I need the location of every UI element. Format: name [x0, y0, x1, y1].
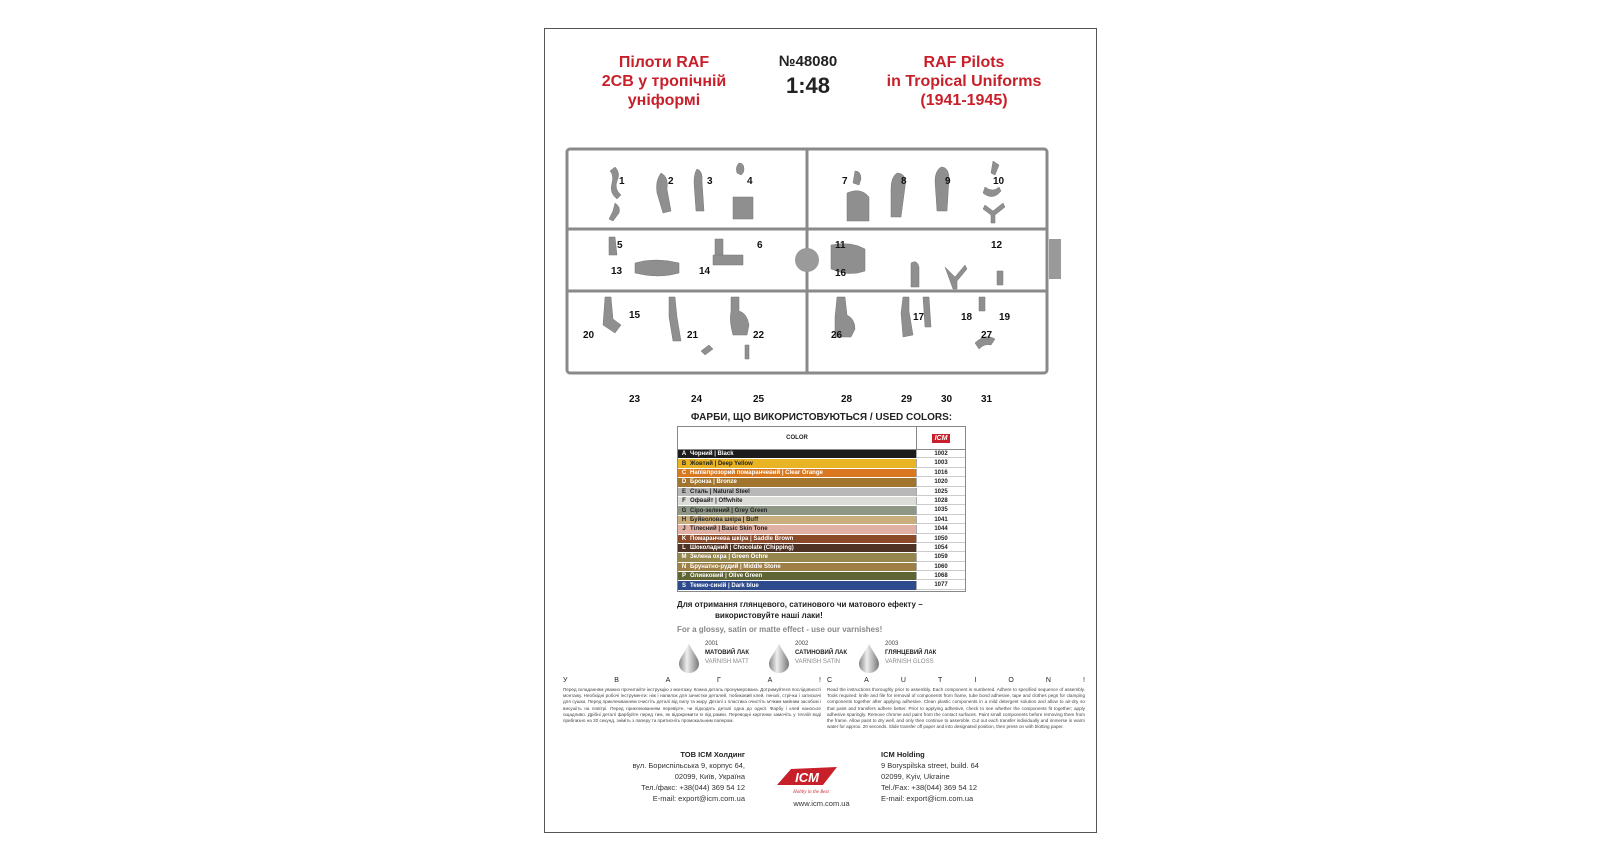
part-number: 6 [757, 240, 763, 251]
varnish-gloss [857, 641, 957, 675]
address-ukrainian [605, 749, 745, 804]
part-number: 30 [941, 394, 953, 405]
color-row [678, 553, 965, 562]
color-code: 1059 [917, 553, 965, 561]
part-number: 2 [668, 176, 674, 187]
title-english [879, 53, 1049, 110]
title-en-line-3: (1941-1945) [920, 92, 1008, 109]
color-swatch [678, 544, 917, 552]
part-number: 24 [691, 394, 703, 405]
color-code: 1003 [917, 459, 965, 467]
part-number: 27 [981, 330, 993, 341]
caution-ua-heading [563, 677, 821, 684]
color-name: Темно-синій | Dark blue [690, 582, 759, 589]
part-number: 11 [835, 240, 846, 251]
color-row [678, 535, 965, 544]
part-number: 14 [699, 266, 711, 277]
varnish-name-en: VARNISH GLOSS [885, 659, 934, 665]
color-letter: M [681, 554, 687, 561]
color-name: Бронза | Bronze [690, 479, 737, 486]
color-row [678, 497, 965, 506]
varnish-satin [767, 641, 867, 675]
caution-en-text: Read the instructions thoroughly prior to assembly. Each component is numbered. Adhere to specified sequence of assembly. Tools required: knife and file for removal of components from frame, tube bond adhesive, tape and clothes pegs for clamping components together after applying adhesive. Clean plastic components in a mild detergent solution and allow to air-dry so that paint and transfers adhere better. Prior to applying adhesive, check to see whether the components fit together; apply adhesive sparingly. Remove chrome and paint from the contact surfaces. Paint small components before removing them from the frame. Allow paint to dry well, and only then continue to assemble. Cut out each transfer individually and immerse in warm water for approx. 20 seconds. Slide transfer off paper and into designated position, then press on with blotting paper. [827, 687, 1085, 730]
email-en: E-mail: export@icm.com.ua [881, 794, 974, 803]
city-en: 02099, Kyiv, Ukraine [881, 772, 950, 781]
logo-text: ICM [795, 770, 819, 785]
caution-letter: T [937, 677, 943, 684]
street-en: 9 Boryspilska street, build. 64 [881, 761, 979, 770]
part-number: 22 [753, 330, 765, 341]
color-code: 1068 [917, 572, 965, 580]
color-name: Напівпрозорий помаранчевий | Clear Orange [690, 469, 823, 476]
brand-column-header [917, 427, 965, 449]
caution-letter: А [665, 677, 671, 684]
color-swatch [678, 450, 917, 458]
caution-letter: O [1008, 677, 1014, 684]
color-code: 1060 [917, 563, 965, 571]
color-name: Жовтий | Deep Yellow [690, 460, 753, 467]
varnish-code: 2001 [705, 641, 719, 647]
color-row [678, 525, 965, 534]
caution-letter: N [1045, 677, 1051, 684]
part-number: 17 [913, 312, 925, 323]
color-letter: E [681, 488, 686, 495]
caution-ukrainian [563, 677, 821, 724]
phone-en: Tel./Fax: +38(044) 369 54 12 [881, 783, 978, 792]
color-name: Брунатно-рудий | Middle Stone [690, 563, 781, 570]
color-code: 1044 [917, 525, 965, 533]
color-row [678, 506, 965, 515]
varnish-matt [677, 641, 777, 675]
part-number: 7 [842, 176, 848, 187]
part-number: 29 [901, 394, 913, 405]
color-code: 1050 [917, 535, 965, 543]
color-code: 1054 [917, 544, 965, 552]
color-swatch [678, 469, 917, 477]
part-number: 18 [961, 312, 973, 323]
color-letter: D [681, 479, 687, 486]
varnish-drop-icon [857, 643, 881, 673]
title-en-line-1: RAF Pilots [923, 54, 1005, 71]
part-number: 19 [999, 312, 1011, 323]
title-ua-line-2: 2СВ у тропічній [601, 73, 727, 90]
color-column-header: COLOR [678, 427, 917, 449]
email-ua: E-mail: export@icm.com.ua [652, 794, 745, 803]
sprue-diagram [565, 147, 1070, 407]
color-letter: J [682, 526, 686, 533]
part-number: 23 [629, 394, 641, 405]
caution-letter: У [563, 677, 568, 684]
part-number: 13 [611, 266, 623, 277]
instruction-sheet [544, 28, 1097, 833]
color-name: Сталь | Natural Steel [690, 488, 750, 495]
kit-scale: 1:48 [785, 73, 831, 98]
part-number: 31 [981, 394, 993, 405]
color-swatch [678, 516, 917, 524]
color-swatch [678, 506, 917, 514]
varnish-note-ua-line-2: використовуйте наші лаки! [715, 611, 823, 620]
colors-table [677, 426, 966, 592]
color-name: Чорний | Black [690, 451, 734, 458]
color-code: 1016 [917, 469, 965, 477]
part-number: 3 [707, 176, 713, 187]
part-number: 20 [583, 330, 595, 341]
icm-logo-badge: ICM [932, 434, 951, 443]
caution-letter: ! [1082, 677, 1085, 684]
website[interactable]: www.icm.com.ua [793, 799, 850, 808]
color-swatch [678, 572, 917, 580]
caution-letter: C [827, 677, 833, 684]
caution-letter: В [614, 677, 619, 684]
color-name: Зелена охра | Green Ochre [690, 554, 769, 561]
part-number: 28 [841, 394, 853, 405]
caution-en-heading [827, 677, 1085, 684]
company-name-ua: ТОВ ICM Холдинг [680, 750, 745, 759]
color-row [678, 450, 965, 459]
color-row [678, 572, 965, 581]
part-number: 5 [617, 240, 623, 251]
colors-table-header [678, 427, 965, 450]
color-code: 1077 [917, 581, 965, 589]
kit-info [763, 53, 853, 99]
color-swatch [678, 553, 917, 561]
color-letter: N [681, 563, 687, 570]
part-number: 9 [945, 176, 951, 187]
caution-letter: I [974, 677, 977, 684]
caution-letter: A [864, 677, 869, 684]
varnish-name-en: VARNISH SATIN [795, 659, 841, 665]
kit-number: №48080 [778, 53, 838, 70]
varnish-drop-icon [767, 643, 791, 673]
varnish-note-ua-line-1: Для отримання глянцевого, сатинового чи матового ефекту – [677, 600, 923, 609]
varnish-name-en: VARNISH MATT [705, 659, 749, 665]
used-colors-title: ФАРБИ, ЩО ВИКОРИСТОВУЮТЬСЯ / USED COLORS: [690, 412, 953, 423]
color-name: Шоколадний | Chocolate (Chipping) [690, 545, 794, 552]
varnish-name-ua: МАТОВИЙ ЛАК [705, 650, 750, 656]
color-row [678, 563, 965, 572]
company-name-en: ICM Holding [881, 750, 925, 759]
color-letter: A [681, 451, 687, 458]
title-ukrainian [589, 53, 739, 110]
varnish-code: 2003 [885, 641, 899, 647]
varnish-drop-icon [677, 643, 701, 673]
color-swatch [678, 497, 917, 505]
part-number: 4 [747, 176, 753, 187]
logo-slogan: Hobby in the Best [793, 790, 829, 795]
caution-english [827, 677, 1085, 730]
color-name: Буйволова шкіра | Buff [690, 516, 759, 523]
icm-logo [771, 763, 843, 795]
color-row [678, 516, 965, 525]
color-name: Тілесний | Basic Skin Tone [690, 526, 768, 533]
varnish-name-ua: САТИНОВИЙ ЛАК [795, 650, 848, 656]
varnish-name-ua: ГЛЯНЦЕВИЙ ЛАК [885, 650, 937, 656]
address-english [881, 749, 1021, 804]
color-code: 1002 [917, 450, 965, 458]
color-row [678, 478, 965, 487]
street-ua: вул. Бориспільська 9, корпус 64, [632, 761, 745, 770]
part-number: 21 [687, 330, 699, 341]
color-letter: B [681, 460, 687, 467]
caution-ua-text: Перед складанням уважно прочитайте інструкцію з монтажу. Кожна деталь пронумерована. Дотримуйтеся послідовності монтажу. Необхідні робочі інструменти: ніж і напилок для зачистки деталей, тюбиковий клей, пензлі, стрічка і затискачі для сушки. Перед приклеюванням очистіть деталі від пилу та жиру. Деталі з пластика очистіть м’яким мийним засобом і висушіть на повітрі. Перед приклеюванням перевірте, чи підходять деталі одна до одної. Фарбу і клей наносьте ощадливо. Дрібні деталі фарбуйте перед тим, як відокремити їх від рамки. Переводні картинки замочіть у теплій воді приблизно на 20 секунд, зніміть з паперу та притисніть промокальним папером. [563, 687, 821, 724]
caution-letter: Г [717, 677, 721, 684]
caution-letter: U [900, 677, 906, 684]
color-letter: S [681, 582, 686, 589]
color-swatch [678, 581, 917, 589]
color-code: 1041 [917, 516, 965, 524]
color-code: 1028 [917, 497, 965, 505]
part-number: 8 [901, 176, 907, 187]
varnish-note-ukrainian [677, 599, 977, 621]
title-en-line-2: in Tropical Uniforms [886, 73, 1042, 90]
color-swatch [678, 488, 917, 496]
color-code: 1025 [917, 488, 965, 496]
part-number: 15 [629, 310, 641, 321]
color-row [678, 544, 965, 553]
phone-ua: Тел./факс: +38(044) 369 54 12 [641, 783, 745, 792]
title-ua-line-3: уніформі [627, 92, 701, 109]
color-code: 1035 [917, 506, 965, 514]
color-letter: C [681, 469, 687, 476]
caution-letter: А [767, 677, 773, 684]
color-letter: K [681, 535, 687, 542]
color-letter: F [682, 498, 686, 505]
color-code: 1020 [917, 478, 965, 486]
color-swatch [678, 535, 917, 543]
part-number: 1 [619, 176, 625, 187]
color-row [678, 459, 965, 468]
color-swatch [678, 525, 917, 533]
color-name: Сіро-зелений | Grey Green [690, 507, 768, 514]
part-number: 10 [993, 176, 1005, 187]
color-letter: H [681, 516, 687, 523]
title-ua-line-1: Пілоти RAF [618, 54, 710, 71]
varnish-code: 2002 [795, 641, 809, 647]
color-letter: G [681, 507, 687, 514]
caution-letter: ! [819, 677, 821, 684]
color-name: Оливковий | Olive Green [690, 573, 763, 580]
color-swatch [678, 459, 917, 467]
color-name: Помаранчева шкіра | Saddle Brown [690, 535, 794, 542]
color-swatch [678, 563, 917, 571]
varnish-note-english: For a glossy, satin or matte effect - use our varnishes! [677, 625, 883, 634]
color-row [678, 469, 965, 478]
part-number: 26 [831, 330, 843, 341]
color-swatch [678, 478, 917, 486]
color-row [678, 581, 965, 590]
color-letter: P [681, 573, 686, 580]
part-number: 25 [753, 394, 765, 405]
color-row [678, 488, 965, 497]
color-letter: L [682, 545, 686, 552]
part-number: 12 [991, 240, 1003, 251]
color-name: Офвайт | Offwhite [690, 498, 743, 505]
city-ua: 02099, Київ, Україна [674, 772, 745, 781]
part-number: 16 [835, 268, 847, 279]
